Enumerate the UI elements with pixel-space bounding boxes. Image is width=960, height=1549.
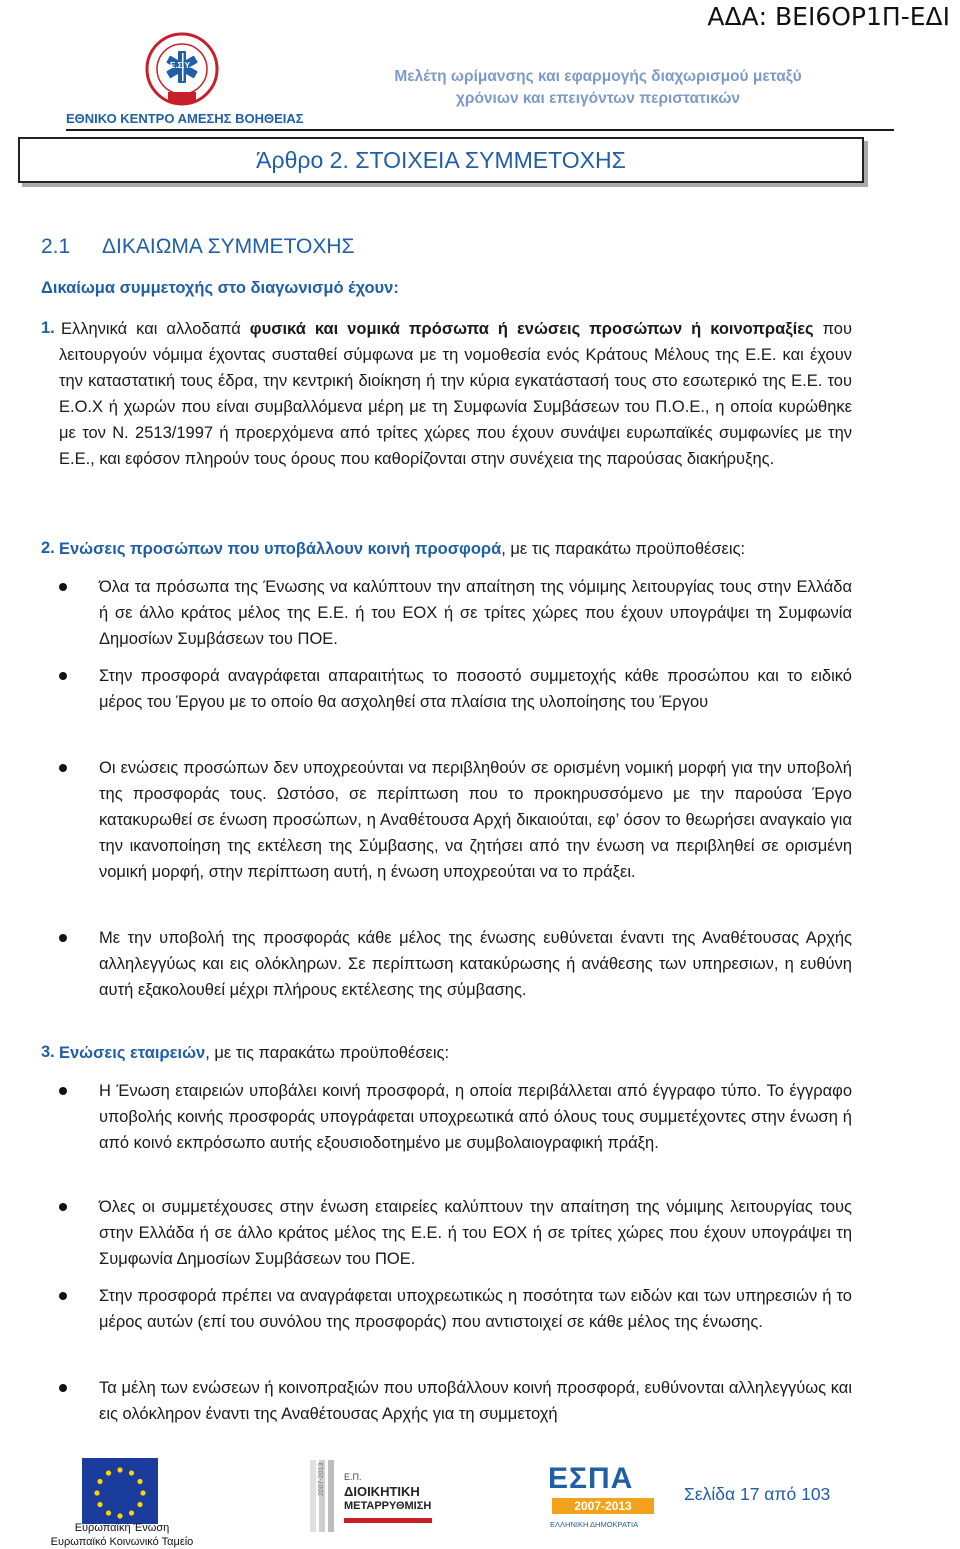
study-title (378, 66, 818, 110)
study-title-line2: χρόνιων και επειγόντων περιστατικών (455, 90, 741, 107)
item-1-number: 1. (41, 319, 55, 337)
logo-badge: Ε.Σ.Υ. (170, 61, 192, 70)
item-1-bold: φυσικά και νομικά πρόσωπα ή ενώσεις προσώπων ή κοινοπραξίες (249, 320, 814, 338)
eu-caption-line2: Ευρωπαϊκό Κοινωνικό Ταμείο (50, 1536, 194, 1548)
ep-years: 2007-2013 (318, 1462, 325, 1496)
bullet-dot (59, 1292, 67, 1300)
item-2-bullet-2: Στην προσφορά αναγράφεται απαραιτήτως το ποσοστό συμμετοχής κάθε προσώπου και το ειδικό μέρος του Έργου με το οποίο θα ασχοληθεί στα πλαίσια της υλοποίησης του Έργου (99, 667, 852, 711)
item-1-text (59, 316, 852, 472)
header-rule (66, 129, 894, 131)
item-2-bullet-1: Όλα τα πρόσωπα της Ένωσης να καλύπτουν την απαίτηση της νόμιμης λειτουργίας τους στην Ελλάδα ή σε άλλο κράτος μέλος της Ε.Ε. ή του ΕΟΧ ή σε τρίτες χώρες που έχουν υπογράψει τη Συμφωνία Δημοσίων Συμβάσεων του ΠΟΕ. (99, 578, 852, 648)
item-3-heading-line (59, 1040, 879, 1066)
section-title: ΔΙΚΑΙΩΜΑ ΣΥΜΜΕΤΟΧΗΣ (102, 235, 355, 258)
article-title: Άρθρο 2. ΣΤΟΙΧΕΙΑ ΣΥΜΜΕΤΟΧΗΣ (18, 137, 864, 183)
section-number: 2.1 (41, 235, 71, 258)
item-3-heading: Ενώσεις εταιρειών (59, 1044, 206, 1062)
item-1-body: που λειτουργούν νόμιμα έχοντας συσταθεί σύμφωνα με τη νομοθεσία ενός Κράτους Μέλους της Ε.Ε. και έχουν την καταστατική τους έδρα, την κεντρική διοίκηση ή την κύρια εγκατάστασή τους στο εσωτερικό της Ε.Ε. του Ε.Ο.Χ ή χωρών που είναι συμβαλλόμενα μέρη με τη Συμφωνία Συμβάσεων του Π.Ο.Ε., η οποία κυρώθηκε με τον Ν. 2513/1997 ή προερχόμενα από τρίτες χώρες που έχουν συνάψει ευρωπαϊκές συμφωνίες με την Ε.Ε., και εφόσον πληρούν τους όρους που καθορίζονται στην συνέχεια της παρούσας διακήρυξης. (59, 320, 852, 468)
organization-name: ΕΘΝΙΚΟ ΚΕΝΤΡΟ ΑΜΕΣΗΣ ΒΟΗΘΕΙΑΣ (66, 111, 304, 126)
bullet-dot (59, 583, 67, 591)
study-title-line1: Μελέτη ωρίμανσης και εφαρμογής διαχωρισμού μεταξύ (394, 68, 802, 85)
item-3-bullet-4: Τα μέλη των ενώσεων ή κοινοπραξιών που υποβάλλουν κοινή προσφορά, ευθύνονται αλληλεγγύως και εις ολόκληρον έναντι της Αναθέτουσας Αρχής για τη συμμετοχή (99, 1379, 852, 1423)
item-3-bullet-1: Η Ένωση εταιρειών υποβάλει κοινή προσφορά, η οποία περιβάλλεται από έγγραφο τύπο. Το έγγραφο υποβολής κοινής προσφοράς υπογράφεται υποχρεωτικά από όλους τους συμμετέχοντες στην ένωση ή από κοινό εκπρόσωπο αυτής εξουσιοδοτημένο με συμβολαιογραφική πράξη. (99, 1082, 852, 1152)
espa-logo (540, 1462, 670, 1538)
espa-tagline: ΕΛΛΗΝΙΚΗ ΔΗΜΟΚΡΑΤΙΑ (550, 1520, 639, 1529)
item-2-rest: , με τις παρακάτω προϋποθέσεις: (501, 540, 746, 558)
item-1-intro: Ελληνικά και αλλοδαπά (61, 320, 241, 338)
bullet-dot (59, 1203, 67, 1211)
item-3-rest: , με τις παρακάτω προϋποθέσεις: (205, 1044, 450, 1062)
item-3-number: 3. (41, 1043, 55, 1061)
ep-bar (344, 1518, 432, 1523)
bullet-dot (59, 934, 67, 942)
ep-logo (308, 1458, 438, 1534)
item-3-bullet-3: Στην προσφορά πρέπει να αναγράφεται υποχρεωτικώς η ποσότητα των ειδών και των υπηρεσιών ή το μέρος αυτών (επί του συνόλου της προσφοράς) που αντιστοιχεί σε κάθε μέλος της ένωσης. (99, 1287, 852, 1331)
ep-line2: ΜΕΤΑΡΡΥΘΜΙΣΗ (344, 1500, 432, 1512)
ep-line1: ΔΙΟΙΚΗΤΙΚΗ (344, 1484, 420, 1499)
eu-caption-line1: Ευρωπαϊκή Ένωση (74, 1522, 170, 1534)
item-2-number: 2. (41, 539, 55, 557)
section-heading (41, 235, 355, 259)
bullet-dot (59, 672, 67, 680)
bullet-dot (59, 764, 67, 772)
espa-years: 2007-2013 (552, 1498, 654, 1514)
bullet-dot (59, 1087, 67, 1095)
right-subtitle: Δικαίωμα συμμετοχής στο διαγωνισμό έχουν: (41, 279, 399, 297)
ep-small-label: Ε.Π. (344, 1472, 362, 1482)
item-2-bullet-3: Οι ενώσεις προσώπων δεν υποχρεούνται να περιβληθούν σε ορισμένη νομική μορφή για την υποβολή της προσφοράς τους. Ωστόσο, σε περίπτωση που το προκηρυσσόμενο με την παρούσα Έργο κατακυρωθεί σε ένωση προσώπων, η Αναθέτουσα Αρχή δικαιούται, εφ’ όσον το θεωρήσει αναγκαίο για την ικανοποίηση της εκτέλεση της Σύμβασης, να ζητήσει από την ένωση να περιβληθεί σε ορισμένη νομική μορφή, στην περίπτωση αυτή, η ένωση υποχρεούται να το πράξει. (99, 759, 852, 881)
item-2-heading-line (59, 536, 879, 562)
eu-caption (32, 1521, 212, 1549)
espa-title: ΕΣΠΑ (548, 1462, 634, 1495)
eu-flag-icon (82, 1458, 158, 1524)
ada-code: ΑΔΑ: ΒΕΙ6ΟΡ1Π-ΕΔΙ (707, 2, 950, 31)
bullet-dot (59, 1384, 67, 1392)
item-2-heading: Ενώσεις προσώπων που υποβάλλουν κοινή προσφορά (59, 540, 502, 558)
page-number: Σελίδα 17 από 103 (684, 1484, 831, 1504)
item-2-bullet-4: Με την υποβολή της προσφοράς κάθε μέλος της ένωσης ευθύνεται έναντι της Αναθέτουσας Αρχής αλληλεγγύως και εις ολόκληρων. Σε περίπτωση κατακύρωσης ή ανάθεσης των υπηρεσιων, η ευθύνη αυτή εξακολουθεί μέχρι πλήρους εκτέλεσης της σύμβασης. (99, 929, 852, 999)
ep-stripes-icon (308, 1458, 342, 1534)
item-3-bullet-2: Όλες οι συμμετέχουσες στην ένωση εταιρείες καλύπτουν την απαίτηση της νόμιμης λειτουργίας τους στην Ελλάδα ή σε άλλο κράτος μέλος της Ε.Ε. ή του ΕΟΧ ή σε τρίτες χώρες που έχουν υπογράψει τη Συμφωνία Δημοσίων Συμβάσεων του ΠΟΕ. (99, 1198, 852, 1268)
